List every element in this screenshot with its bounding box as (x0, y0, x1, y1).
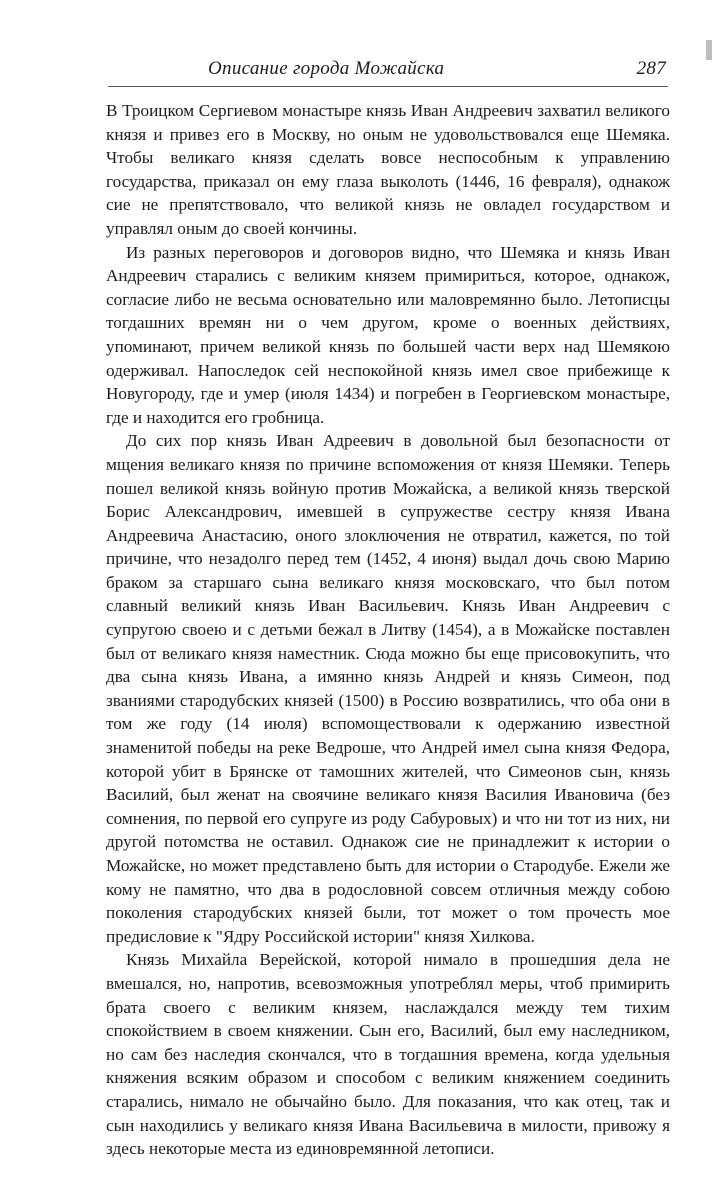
paragraph: Князь Михайла Верейской, которой нимало в прошедшия дела не вмешался, но, напротив, всевозможныя употреблял меры, чтоб примирить брата своего с великим князем, наслаждался между тем тихим спокойствием в своем княжении. Сын его, Василий, был ему наследником, но сам без наследия скончался, что в тогдашния времена, когда удельныя княжения всяким образом и способом с великим княжением соединить старались, нимало не обычайно было. Для показания, что как отец, так и сын находились у великаго князя Ивана Васильевича в милости, привожу я здесь некоторые места из единовремянной летописи. (106, 950, 670, 1159)
header-rule (108, 86, 668, 87)
paragraph: Из разных переговоров и договоров видно, что Шемяка и князь Иван Андреевич старались с великим князем примириться, которое, однакож, согласие либо не весьма основательно или маловремянно было. Летописцы тогдашних времян ни о чем другом, кроме о военных действиях, упоминают, причем великой князь по большей части верх над Шемякою одерживал. Напоследок сей неспокойной князь имел свое прибежище к Новугороду, где и умер (июля 1434) и погребен в Георгиевском монастыре, где и находится его гробница. (106, 242, 670, 427)
page-number: 287 (636, 58, 666, 79)
paragraph: В Троицком Сергиевом монастыре князь Иван Андреевич захватил великого князя и привез его в Москву, но оным не удовольствовался еще Шемяка. Чтобы великаго князя сделать вовсе неспособным к управлению государства, приказал он ему глаза выколоть (1446, 16 февраля), однакож сие не препятствовало, что великой князь не овладел государством и управлял оным до своей кончины. (106, 101, 670, 238)
paragraph: До сих пор князь Иван Адреевич в довольной был безопасности от мщения великаго князя по причине вспоможения от князя Шемяки. Теперь пошел великой князь войную против Можайска, а великой князь тверской Борис Александрович, имевшей в супружестве сестру князя Ивана Андреевича Анастасию, оного злоключения не отвратил, кажется, по той причине, что незадолго перед тем (1452, 4 июня) выдал дочь свою Марию браком за старшаго сына великаго князя московскаго, что был потом славный великий князь Иван Васильевич. Князь Иван Андреевич с супругою своею и с детьми бежал в Литву (1454), а в Можайске поставлен был от великаго князя наместник. Сюда можно бы еще присовокупить, что два сына князь Ивана, а имянно князь Андрей и князь Симеон, под званиями стародубских князей (1500) в Россию возвратились, что оба они в том же году (14 июля) вспомоществовали к одержанию известной знаменитой победы на реке Ведроше, что Андрей имел сына князя Федора, которой убит в Брянске от тамошних жителей, что Симеонов сын, князь Василий, был женат на своячине великаго князя Василия Ивановича (без сомнения, по первой его супруге из роду Сабуровых) и что ни тот из них, ни другой потомства не оставил. Однакож сие не принадлежит к истории о Можайске, но может представлено быть для истории о Стародубе. Ежели же кому не памятно, что два в родословной совсем отличныя между собою поколения стародубских князей были, тот может о том прочесть мое предисловие к "Ядру Российской истории" князя Хилкова. (106, 431, 670, 946)
running-title: Описание города Можайска (208, 58, 445, 79)
body-text (106, 99, 670, 1161)
running-header (108, 54, 668, 88)
page-edge-mark (706, 40, 712, 60)
